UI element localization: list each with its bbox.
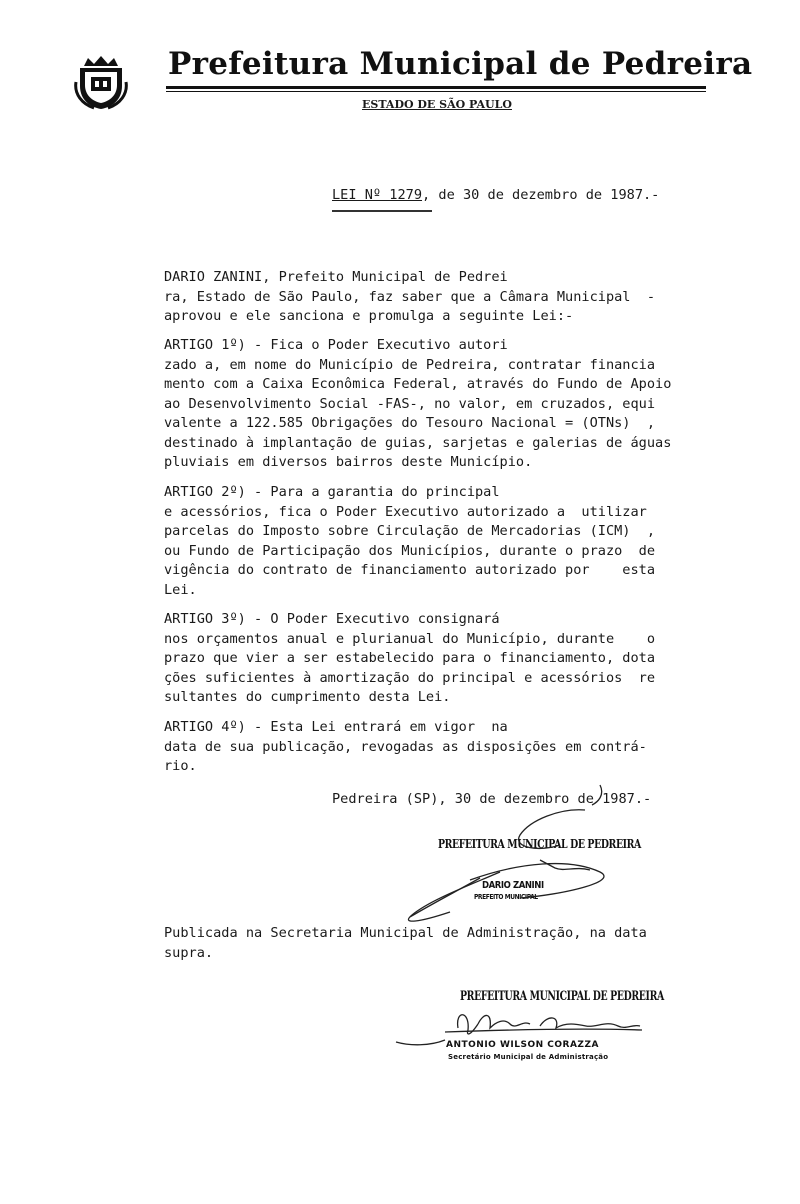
state-name: ESTADO DE SÃO PAULO	[362, 98, 512, 111]
law-title	[332, 186, 659, 206]
municipal-crest-icon	[74, 52, 128, 110]
intro-paragraph: DARIO ZANINI, Prefeito Municipal de Pedrei ra, Estado de São Paulo, faz saber que a Câmara Municipal - aprovou e ele sanciona e promulga a seguinte Lei:-	[164, 269, 656, 324]
mayor-role: PREFEITO MUNICIPAL	[474, 893, 538, 901]
org-name: Prefeitura Municipal de Pedreira	[168, 46, 753, 82]
law-date: , de 30 de dezembro de 1987.-	[422, 187, 660, 203]
article-1: ARTIGO 1º) - Fica o Poder Executivo autori zado a, em nome do Município de Pedreira, contratar financia mento com a Caixa Econômica Federal, através do Fundo de Apoio ao Desenvolvimento Social -FAS-, no valor, em cruzados, equi valente a 122.585 Obrigações do Tesouro Nacional = (OTNs) , destinado à implantação de guias, sarjetas e galerias de águas pluviais em diversos bairros deste Município.	[164, 337, 672, 470]
secretary-stamp: PREFEITURA MUNICIPAL DE PEDREIRA	[460, 989, 664, 1004]
article-3: ARTIGO 3º) - O Poder Executivo consignará nos orçamentos anual e plurianual do Município, durante o prazo que vier a ser estabelecido para o financiamento, dota ções suficientes à amortização do principal e acessórios re sultantes do cumprimento desta Lei.	[164, 611, 656, 705]
mayor-stamp: PREFEITURA MUNICIPAL DE PEDREIRA	[438, 837, 641, 851]
article-2: ARTIGO 2º) - Para a garantia do principal e acessórios, fica o Poder Executivo autorizado a utilizar parcelas do Imposto sobre Circulação de Mercadorias (ICM) , ou Fundo de Participação dos Municípios, durante o prazo de vigência do contrato de financiamento autorizado por esta Lei.	[164, 484, 656, 598]
law-title-underline	[332, 210, 432, 212]
secretary-name: ANTONIO WILSON CORAZZA	[446, 1040, 599, 1050]
secretary-role: Secretário Municipal de Administração	[448, 1053, 609, 1061]
place-date: Pedreira (SP), 30 de dezembro de 1987.-	[332, 791, 652, 807]
mayor-name: DARIO ZANINI	[482, 880, 544, 891]
publication-note: Publicada na Secretaria Municipal de Administração, na data supra.	[164, 925, 647, 961]
header-rule	[166, 86, 706, 89]
header-rule-thin	[166, 91, 706, 92]
article-4: ARTIGO 4º) - Esta Lei entrará em vigor na data de sua publicação, revogadas as disposições em contrá- rio.	[164, 719, 647, 774]
law-number: LEI Nº 1279	[332, 187, 423, 203]
